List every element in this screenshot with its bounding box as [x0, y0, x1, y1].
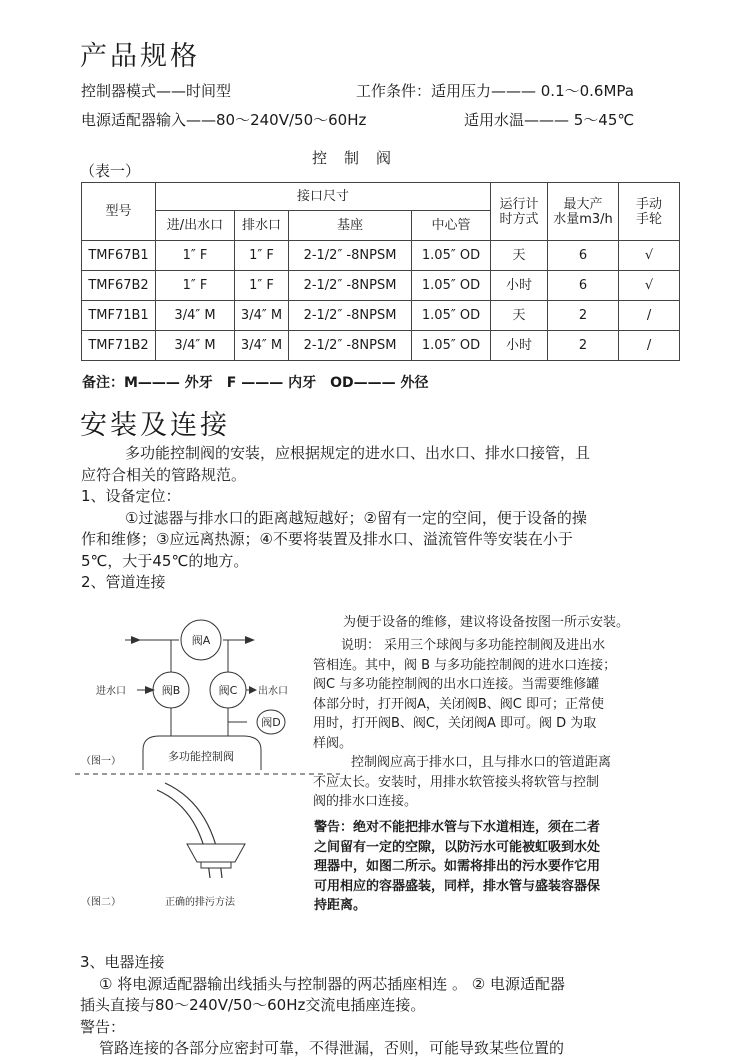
- valve-c-label: 阀C: [218, 684, 238, 697]
- desc-line: 控制阀应高于排水口，且与排水口的管道距离: [351, 755, 612, 770]
- valve-description: [313, 636, 616, 812]
- inlet-label: 进水口: [96, 686, 126, 697]
- install-recommend: 为便于设备的维修，建议将设备按图一所示安装。: [343, 615, 630, 630]
- table-row: [82, 241, 680, 271]
- desc-line: 阀C 与多功能控制阀的出水口连接。当需要维修罐: [313, 677, 600, 692]
- install-intro-line2: 应符合相关的管路规范。: [81, 465, 247, 484]
- spec-working-pressure: 工作条件：适用压力——— 0.1～0.6MPa: [356, 82, 634, 100]
- spec-adapter-input: 电源适配器输入——80～240V/50～60Hz: [81, 111, 367, 129]
- cell-timer: 小时: [491, 271, 548, 301]
- table-row: [82, 271, 680, 301]
- header-center: 中心管: [412, 211, 491, 241]
- electric-line1: ① 将电源适配器输出线插头与控制器的两芯插座相连 。 ② 电源适配器: [99, 974, 565, 993]
- outlet-label: 出水口: [258, 686, 288, 697]
- install-title: 安装及连接: [80, 410, 230, 441]
- cell-base: 2-1/2″ -8NPSM: [289, 331, 412, 361]
- cell-flow: 2: [548, 301, 619, 331]
- spec-controller-mode: 控制器模式——时间型: [81, 82, 232, 100]
- header-inout: 进/出水口: [156, 211, 235, 241]
- electric-warning-label: 警告：: [80, 1017, 126, 1036]
- controller-label: 多功能控制阀: [168, 750, 234, 763]
- cell-wheel: √: [619, 271, 680, 301]
- cell-inout: 3/4″ M: [156, 301, 235, 331]
- table-caption: 控 制 阀: [312, 149, 393, 167]
- drain-method-caption: 正确的排污方法: [165, 897, 235, 908]
- section-1-line1: ①过滤器与排水口的距离越短越好；②留有一定的空间，便于设备的操: [125, 508, 587, 527]
- figure-1-label: （图一）: [81, 756, 121, 767]
- cell-center: 1.05″ OD: [412, 241, 491, 271]
- cell-flow: 2: [548, 331, 619, 361]
- figure-2-label: （图二）: [81, 897, 121, 908]
- cell-center: 1.05″ OD: [412, 271, 491, 301]
- warn-line: 持距离。: [314, 898, 367, 913]
- cell-wheel: /: [619, 331, 680, 361]
- cell-drain: 1″ F: [235, 241, 289, 271]
- cell-wheel: /: [619, 301, 680, 331]
- cell-timer: 天: [491, 241, 548, 271]
- spec-water-temp: 适用水温——— 5～45℃: [464, 111, 635, 129]
- table-remark: 备注：M——— 外牙 F ——— 内牙 OD——— 外径: [82, 375, 429, 391]
- desc-line: 体部分时，打开阀A，关闭阀B、阀C 即可；正常使: [313, 696, 605, 712]
- cell-drain: 1″ F: [235, 271, 289, 301]
- section-1-title: 1、设备定位：: [81, 487, 181, 505]
- control-valve-table: [81, 182, 680, 361]
- header-timer: 运行计 时方式: [491, 183, 548, 241]
- header-model: 型号: [82, 183, 156, 241]
- valve-d-label: 阀D: [261, 716, 281, 729]
- cell-drain: 3/4″ M: [235, 331, 289, 361]
- header-manual-wheel: 手动 手轮: [619, 183, 680, 241]
- electric-line2: 插头直接与80～240V/50～60Hz交流电插座连接。: [80, 996, 426, 1014]
- warn-line: 之间留有一定的空隙，以防污水可能被虹吸到水处: [314, 839, 601, 855]
- desc-line: 阀的排水口连接。: [313, 794, 418, 809]
- cell-base: 2-1/2″ -8NPSM: [289, 271, 412, 301]
- cell-flow: 6: [548, 271, 619, 301]
- cell-center: 1.05″ OD: [412, 331, 491, 361]
- desc-line: 不应太长。安装时，用排水软管接头将软管与控制: [313, 774, 600, 790]
- desc-line: 用时，打开阀B、阀C，关闭阀A 即可。阀 D 为取: [313, 716, 597, 731]
- electric-line3: 管路连接的各部分应密封可靠，不得泄漏，否则，可能导致某些位置的: [99, 1039, 565, 1057]
- cell-drain: 3/4″ M: [235, 301, 289, 331]
- section-1-line3: 5℃，大于45℃的地方。: [81, 551, 249, 570]
- section-2-title: 2、管道连接: [81, 573, 166, 591]
- warn-line: 理器中，如图二所示。如需将排出的污水要作它用: [314, 859, 601, 874]
- drain-warning: [314, 818, 600, 916]
- header-drain: 排水口: [235, 211, 289, 241]
- cell-base: 2-1/2″ -8NPSM: [289, 301, 412, 331]
- desc-line: 样阀。: [313, 735, 353, 751]
- cell-wheel: √: [619, 241, 680, 271]
- cell-flow: 6: [548, 241, 619, 271]
- desc-line: 说明： 采用三个球阀与多功能控制阀及进出水: [341, 638, 606, 653]
- desc-line: 管相连。其中，阀 B 与多功能控制阀的进水口连接；: [313, 657, 617, 673]
- cell-inout: 3/4″ M: [156, 331, 235, 361]
- cell-model: TMF67B1: [82, 241, 156, 271]
- valve-a-label: 阀A: [191, 634, 211, 647]
- table-row: [82, 331, 680, 361]
- section-1-line2: 作和维修；③应远离热源；④不要将装置及排水口、溢流管件等安装在小于: [81, 530, 573, 548]
- warn-line: 可用相应的容器盛装，同样，排水管与盛装容器保: [314, 878, 601, 894]
- warn-line: 警告：绝对不能把排水管与下水道相连，须在二者: [314, 820, 601, 835]
- header-port-size: 接口尺寸: [156, 183, 491, 211]
- cell-model: TMF71B2: [82, 331, 156, 361]
- cell-center: 1.05″ OD: [412, 301, 491, 331]
- header-base: 基座: [289, 211, 412, 241]
- install-intro-line1: 多功能控制阀的安装，应根据规定的进水口、出水口、排水口接管，且: [125, 444, 591, 462]
- valve-b-label: 阀B: [161, 684, 181, 697]
- cell-model: TMF71B1: [82, 301, 156, 331]
- cell-base: 2-1/2″ -8NPSM: [289, 241, 412, 271]
- header-max-flow: 最大产 水量m3/h: [548, 183, 619, 241]
- cell-inout: 1″ F: [156, 241, 235, 271]
- cell-model: TMF67B2: [82, 271, 156, 301]
- cell-inout: 1″ F: [156, 271, 235, 301]
- section-3-title: 3、电器连接: [80, 953, 165, 971]
- piping-diagram: [75, 610, 340, 925]
- cell-timer: 小时: [491, 331, 548, 361]
- table-row: [82, 301, 680, 331]
- cell-timer: 天: [491, 301, 548, 331]
- table-label: （表一）: [80, 162, 141, 180]
- spec-title: 产品规格: [80, 41, 200, 72]
